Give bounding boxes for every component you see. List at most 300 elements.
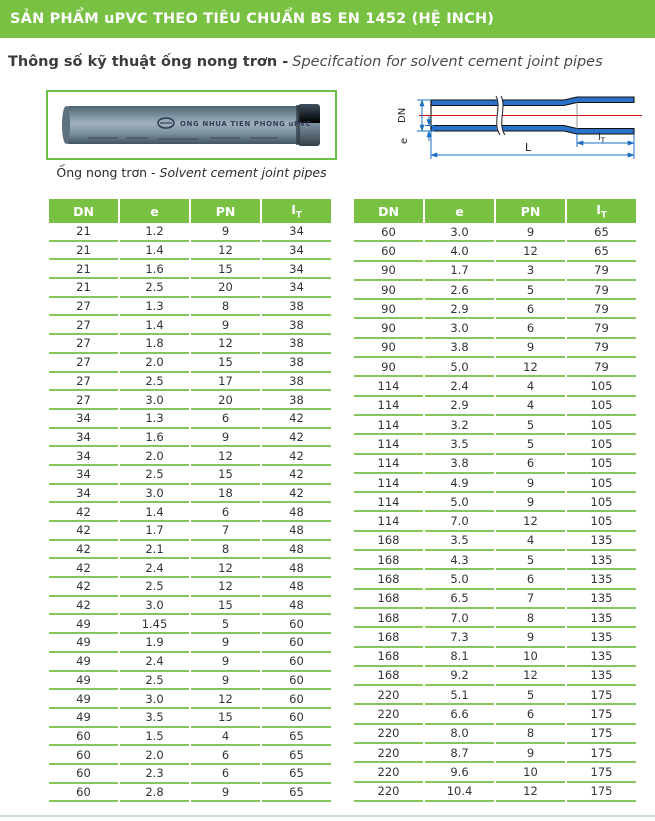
table-cell: 34 bbox=[49, 410, 118, 429]
table-cell: 5.1 bbox=[425, 686, 494, 705]
table-cell: 6 bbox=[191, 503, 260, 522]
table-cell: 9 bbox=[496, 339, 565, 358]
table-cell: 12 bbox=[496, 512, 565, 531]
table-cell: 9 bbox=[496, 223, 565, 242]
table-cell: 9 bbox=[496, 744, 565, 763]
table-cell: 79 bbox=[567, 339, 636, 358]
pipe-left-cap bbox=[62, 106, 70, 144]
table-cell: 7.0 bbox=[425, 609, 494, 628]
table-cell: 21 bbox=[49, 242, 118, 261]
table-cell: 105 bbox=[567, 455, 636, 474]
table-cell: 114 bbox=[354, 397, 423, 416]
table-cell: 49 bbox=[49, 690, 118, 709]
pipe-photo-column bbox=[46, 90, 337, 180]
table-cell: 6 bbox=[191, 765, 260, 784]
table-cell: 105 bbox=[567, 493, 636, 512]
media-row bbox=[0, 85, 655, 195]
table-row bbox=[354, 262, 636, 281]
table-cell: 2.0 bbox=[120, 746, 189, 765]
table-row bbox=[49, 503, 331, 522]
col-header-pn: PN bbox=[191, 199, 260, 223]
table-row bbox=[49, 522, 331, 541]
table-cell: 90 bbox=[354, 300, 423, 319]
table-row bbox=[354, 648, 636, 667]
col-header-pn: PN bbox=[496, 199, 565, 223]
table-cell: 5 bbox=[496, 686, 565, 705]
table-cell: 48 bbox=[262, 503, 331, 522]
table-cell: 15 bbox=[191, 466, 260, 485]
pipe-print-text: ONG NHUA TIEN PHONG uPVC bbox=[180, 120, 312, 128]
table-row bbox=[49, 634, 331, 653]
table-cell: 105 bbox=[567, 512, 636, 531]
table-cell: 1.3 bbox=[120, 410, 189, 429]
table-cell: 6 bbox=[496, 300, 565, 319]
table-cell: 175 bbox=[567, 744, 636, 763]
table-row bbox=[49, 690, 331, 709]
table-cell: 42 bbox=[49, 597, 118, 616]
table-cell: 6 bbox=[496, 455, 565, 474]
pipe-dimension-diagram bbox=[392, 85, 654, 170]
table-cell: 2.5 bbox=[120, 466, 189, 485]
table-cell: 3.5 bbox=[425, 435, 494, 454]
table-row bbox=[354, 397, 636, 416]
table-cell: 3.0 bbox=[120, 485, 189, 504]
table-cell: 60 bbox=[262, 615, 331, 634]
table-cell: 49 bbox=[49, 634, 118, 653]
table-cell: 9 bbox=[496, 474, 565, 493]
table-cell: 6.6 bbox=[425, 705, 494, 724]
table-row bbox=[354, 455, 636, 474]
table-row bbox=[49, 316, 331, 335]
table-row bbox=[49, 279, 331, 298]
table-row bbox=[354, 783, 636, 803]
table-cell: 34 bbox=[262, 279, 331, 298]
table-cell: 3.0 bbox=[120, 690, 189, 709]
lt-header-sub: T bbox=[600, 210, 607, 221]
table-row bbox=[49, 597, 331, 616]
table-cell: 4 bbox=[496, 532, 565, 551]
table-cell: 8 bbox=[191, 541, 260, 560]
table-row bbox=[354, 300, 636, 319]
table-row bbox=[354, 532, 636, 551]
table-cell: 12 bbox=[191, 559, 260, 578]
lt-header-base: I bbox=[291, 201, 296, 217]
table-cell: 90 bbox=[354, 339, 423, 358]
table-row bbox=[49, 447, 331, 466]
table-cell: 10.4 bbox=[425, 783, 494, 803]
table-cell: 135 bbox=[567, 532, 636, 551]
table-cell: 5 bbox=[191, 615, 260, 634]
pipe-photo-frame bbox=[46, 90, 337, 160]
table-cell: 5.0 bbox=[425, 358, 494, 377]
table-cell: 168 bbox=[354, 551, 423, 570]
table-cell: 15 bbox=[191, 709, 260, 728]
table-cell: 2.5 bbox=[120, 578, 189, 597]
col-header-lt bbox=[262, 199, 331, 223]
table-cell: 90 bbox=[354, 319, 423, 338]
table-cell: 12 bbox=[496, 358, 565, 377]
table-cell: 175 bbox=[567, 783, 636, 803]
table-cell: 42 bbox=[262, 447, 331, 466]
table-cell: 6 bbox=[496, 319, 565, 338]
table-row bbox=[49, 746, 331, 765]
table-row bbox=[354, 609, 636, 628]
table-cell: 3.0 bbox=[120, 391, 189, 410]
table-row bbox=[49, 615, 331, 634]
table-row bbox=[354, 744, 636, 763]
table-cell: 4.3 bbox=[425, 551, 494, 570]
table-cell: 2.3 bbox=[120, 765, 189, 784]
table-row bbox=[49, 335, 331, 354]
table-cell: 3.5 bbox=[120, 709, 189, 728]
table-cell: 15 bbox=[191, 260, 260, 279]
table-cell: 8.0 bbox=[425, 725, 494, 744]
col-header-e: e bbox=[425, 199, 494, 223]
col-header-dn: DN bbox=[354, 199, 423, 223]
table-cell: 38 bbox=[262, 354, 331, 373]
table-cell: 79 bbox=[567, 358, 636, 377]
table-cell: 105 bbox=[567, 397, 636, 416]
table-cell: 10 bbox=[496, 763, 565, 782]
table-row bbox=[49, 410, 331, 429]
table-cell: 175 bbox=[567, 763, 636, 782]
table-row bbox=[354, 474, 636, 493]
table-body-left bbox=[49, 223, 331, 802]
table-row bbox=[49, 391, 331, 410]
table-cell: 105 bbox=[567, 474, 636, 493]
table-cell: 27 bbox=[49, 335, 118, 354]
table-row bbox=[49, 260, 331, 279]
table-cell: 3.8 bbox=[425, 339, 494, 358]
table-row bbox=[354, 590, 636, 609]
table-cell: 79 bbox=[567, 300, 636, 319]
table-cell: 20 bbox=[191, 279, 260, 298]
table-cell: 135 bbox=[567, 551, 636, 570]
table-row bbox=[49, 298, 331, 317]
table-cell: 65 bbox=[262, 746, 331, 765]
table-cell: 34 bbox=[49, 429, 118, 448]
table-cell: 8.7 bbox=[425, 744, 494, 763]
table-cell: 60 bbox=[262, 672, 331, 691]
table-cell: 3.0 bbox=[425, 319, 494, 338]
table-cell: 49 bbox=[49, 672, 118, 691]
table-row bbox=[49, 578, 331, 597]
table-cell: 18 bbox=[191, 485, 260, 504]
table-cell: 60 bbox=[49, 784, 118, 803]
table-cell: 1.45 bbox=[120, 615, 189, 634]
table-cell: 9 bbox=[191, 634, 260, 653]
table-cell: 7 bbox=[191, 522, 260, 541]
table-cell: 168 bbox=[354, 648, 423, 667]
table-cell: 49 bbox=[49, 709, 118, 728]
table-cell: 1.2 bbox=[120, 223, 189, 242]
table-cell: 175 bbox=[567, 725, 636, 744]
table-cell: 15 bbox=[191, 597, 260, 616]
table-row bbox=[354, 725, 636, 744]
table-cell: 8 bbox=[496, 609, 565, 628]
table-cell: 1.5 bbox=[120, 728, 189, 747]
table-cell: 2.5 bbox=[120, 279, 189, 298]
table-cell: 5 bbox=[496, 551, 565, 570]
title-bar bbox=[0, 0, 655, 38]
table-cell: 168 bbox=[354, 609, 423, 628]
table-cell: 2.5 bbox=[120, 373, 189, 392]
table-cell: 12 bbox=[191, 447, 260, 466]
table-cell: 5 bbox=[496, 435, 565, 454]
subtitle-english: Specifcation for solvent cement joint pipes bbox=[292, 54, 603, 70]
table-cell: 42 bbox=[49, 559, 118, 578]
table-cell: 2.1 bbox=[120, 541, 189, 560]
table-cell: 2.9 bbox=[425, 397, 494, 416]
table-cell: 12 bbox=[191, 335, 260, 354]
table-cell: 21 bbox=[49, 279, 118, 298]
table-cell: 168 bbox=[354, 667, 423, 686]
table-cell: 114 bbox=[354, 455, 423, 474]
table-cell: 12 bbox=[191, 578, 260, 597]
table-cell: 2.4 bbox=[120, 559, 189, 578]
subtitle-vietnamese: Thông số kỹ thuật ống nong trơn - bbox=[8, 54, 289, 70]
table-cell: 2.9 bbox=[425, 300, 494, 319]
table-cell: 90 bbox=[354, 358, 423, 377]
table-cell: 34 bbox=[49, 485, 118, 504]
table-cell: 2.6 bbox=[425, 281, 494, 300]
table-cell: 48 bbox=[262, 522, 331, 541]
table-cell: 20 bbox=[191, 391, 260, 410]
table-row bbox=[49, 672, 331, 691]
table-cell: 1.7 bbox=[425, 262, 494, 281]
table-cell: 10 bbox=[496, 648, 565, 667]
table-cell: 114 bbox=[354, 512, 423, 531]
table-cell: 3.2 bbox=[425, 416, 494, 435]
table-cell: 6 bbox=[191, 746, 260, 765]
table-row bbox=[354, 493, 636, 512]
section-subtitle bbox=[8, 54, 603, 70]
table-cell: 42 bbox=[49, 503, 118, 522]
table-row bbox=[354, 435, 636, 454]
table-cell: 220 bbox=[354, 763, 423, 782]
table-cell: 9 bbox=[191, 429, 260, 448]
table-cell: 6 bbox=[191, 410, 260, 429]
table-cell: 8.1 bbox=[425, 648, 494, 667]
table-cell: 2.0 bbox=[120, 447, 189, 466]
table-cell: 135 bbox=[567, 570, 636, 589]
table-cell: 12 bbox=[496, 242, 565, 261]
table-cell: 60 bbox=[49, 765, 118, 784]
table-cell: 65 bbox=[262, 784, 331, 803]
table-cell: 49 bbox=[49, 615, 118, 634]
table-row bbox=[354, 763, 636, 782]
table-cell: 114 bbox=[354, 377, 423, 396]
table-cell: 220 bbox=[354, 725, 423, 744]
page-title: SẢN PHẨM uPVC THEO TIÊU CHUẨN BS EN 1452 (HỆ INCH) bbox=[10, 11, 495, 27]
table-cell: 168 bbox=[354, 570, 423, 589]
table-cell: 48 bbox=[262, 578, 331, 597]
col-header-e: e bbox=[120, 199, 189, 223]
table-cell: 5.0 bbox=[425, 493, 494, 512]
table-cell: 79 bbox=[567, 319, 636, 338]
table-cell: 3.0 bbox=[425, 223, 494, 242]
table-row bbox=[354, 281, 636, 300]
table-cell: 8 bbox=[191, 298, 260, 317]
table-cell: 42 bbox=[262, 410, 331, 429]
pipe-photo-caption bbox=[46, 165, 337, 180]
table-cell: 34 bbox=[262, 260, 331, 279]
table-row bbox=[49, 765, 331, 784]
table-cell: 48 bbox=[262, 541, 331, 560]
table-row bbox=[354, 319, 636, 338]
table-cell: 38 bbox=[262, 298, 331, 317]
diagram-break-gap bbox=[498, 96, 502, 135]
table-cell: 220 bbox=[354, 744, 423, 763]
table-cell: 12 bbox=[191, 242, 260, 261]
table-row bbox=[49, 784, 331, 803]
col-header-lt bbox=[567, 199, 636, 223]
table-cell: 42 bbox=[49, 578, 118, 597]
table-row bbox=[49, 653, 331, 672]
table-cell: 1.6 bbox=[120, 260, 189, 279]
table-row bbox=[49, 242, 331, 261]
table-row bbox=[49, 559, 331, 578]
table-cell: 27 bbox=[49, 354, 118, 373]
table-cell: 6.5 bbox=[425, 590, 494, 609]
table-cell: 60 bbox=[49, 728, 118, 747]
table-cell: 12 bbox=[496, 783, 565, 803]
e-label: e bbox=[399, 137, 410, 144]
table-row bbox=[49, 354, 331, 373]
table-cell: 90 bbox=[354, 281, 423, 300]
table-row bbox=[354, 686, 636, 705]
table-row bbox=[49, 373, 331, 392]
table-cell: 65 bbox=[567, 223, 636, 242]
table-cell: 168 bbox=[354, 532, 423, 551]
table-row bbox=[49, 466, 331, 485]
table-cell: 4.0 bbox=[425, 242, 494, 261]
table-cell: 2.4 bbox=[120, 653, 189, 672]
table-cell: 27 bbox=[49, 316, 118, 335]
table-cell: 65 bbox=[567, 242, 636, 261]
table-cell: 9 bbox=[191, 784, 260, 803]
table-cell: 9 bbox=[191, 653, 260, 672]
table-cell: 38 bbox=[262, 391, 331, 410]
table-cell: 34 bbox=[262, 223, 331, 242]
table-cell: 3.5 bbox=[425, 532, 494, 551]
table-cell: 220 bbox=[354, 686, 423, 705]
table-cell: 114 bbox=[354, 416, 423, 435]
table-cell: 114 bbox=[354, 474, 423, 493]
table-cell: 175 bbox=[567, 705, 636, 724]
table-cell: 5.0 bbox=[425, 570, 494, 589]
table-row bbox=[354, 667, 636, 686]
table-cell: 135 bbox=[567, 590, 636, 609]
table-cell: 3.8 bbox=[425, 455, 494, 474]
table-cell: 65 bbox=[262, 765, 331, 784]
table-cell: 135 bbox=[567, 609, 636, 628]
table-row bbox=[354, 416, 636, 435]
table-cell: 42 bbox=[49, 522, 118, 541]
table-cell: 60 bbox=[262, 709, 331, 728]
table-cell: 34 bbox=[262, 242, 331, 261]
table-cell: 114 bbox=[354, 435, 423, 454]
table-cell: 7 bbox=[496, 590, 565, 609]
table-cell: 1.9 bbox=[120, 634, 189, 653]
table-cell: 2.8 bbox=[120, 784, 189, 803]
pipe-diagram-column bbox=[392, 85, 654, 174]
table-cell: 1.7 bbox=[120, 522, 189, 541]
table-row bbox=[354, 512, 636, 531]
table-cell: 21 bbox=[49, 260, 118, 279]
table-cell: 15 bbox=[191, 354, 260, 373]
table-cell: 38 bbox=[262, 335, 331, 354]
table-row bbox=[49, 429, 331, 448]
table-row bbox=[354, 339, 636, 358]
table-cell: 60 bbox=[262, 690, 331, 709]
table-cell: 7.0 bbox=[425, 512, 494, 531]
table-cell: 38 bbox=[262, 316, 331, 335]
pipe-photo bbox=[48, 92, 335, 158]
table-row bbox=[49, 709, 331, 728]
table-cell: 2.5 bbox=[120, 672, 189, 691]
table-cell: 34 bbox=[49, 466, 118, 485]
table-cell: 1.4 bbox=[120, 242, 189, 261]
table-cell: 60 bbox=[262, 634, 331, 653]
table-cell: 9.2 bbox=[425, 667, 494, 686]
table-cell: 6 bbox=[496, 570, 565, 589]
table-cell: 6 bbox=[496, 705, 565, 724]
table-row bbox=[354, 705, 636, 724]
table-cell: 27 bbox=[49, 298, 118, 317]
table-cell: 42 bbox=[262, 485, 331, 504]
table-cell: 1.4 bbox=[120, 503, 189, 522]
table-cell: 5 bbox=[496, 416, 565, 435]
table-row bbox=[49, 728, 331, 747]
table-cell: 9 bbox=[191, 223, 260, 242]
caption-vietnamese: Ống nong trơn - bbox=[56, 165, 156, 180]
table-row bbox=[354, 242, 636, 261]
table-cell: 79 bbox=[567, 281, 636, 300]
table-cell: 9 bbox=[191, 672, 260, 691]
lt-label: $l_T$ bbox=[598, 132, 606, 145]
table-cell: 105 bbox=[567, 435, 636, 454]
spec-table-left bbox=[47, 199, 333, 802]
table-row bbox=[354, 551, 636, 570]
table-row bbox=[354, 223, 636, 242]
table-cell: 2.4 bbox=[425, 377, 494, 396]
table-row bbox=[49, 541, 331, 560]
table-cell: 49 bbox=[49, 653, 118, 672]
table-cell: 3.0 bbox=[120, 597, 189, 616]
table-cell: 5 bbox=[496, 281, 565, 300]
table-cell: 135 bbox=[567, 628, 636, 647]
table-cell: 48 bbox=[262, 559, 331, 578]
table-cell: 168 bbox=[354, 590, 423, 609]
table-cell: 12 bbox=[496, 667, 565, 686]
table-cell: 2.0 bbox=[120, 354, 189, 373]
table-cell: 42 bbox=[262, 466, 331, 485]
table-cell: 27 bbox=[49, 373, 118, 392]
table-cell: 17 bbox=[191, 373, 260, 392]
table-cell: 168 bbox=[354, 628, 423, 647]
lt-header-base: I bbox=[596, 201, 601, 217]
l-label: L bbox=[525, 141, 532, 154]
diagram-top-wall bbox=[431, 97, 634, 106]
table-cell: 60 bbox=[262, 653, 331, 672]
col-header-dn: DN bbox=[49, 199, 118, 223]
table-cell: 65 bbox=[262, 728, 331, 747]
table-cell: 135 bbox=[567, 648, 636, 667]
table-row bbox=[354, 570, 636, 589]
table-header-row bbox=[49, 199, 331, 223]
table-cell: 105 bbox=[567, 377, 636, 396]
